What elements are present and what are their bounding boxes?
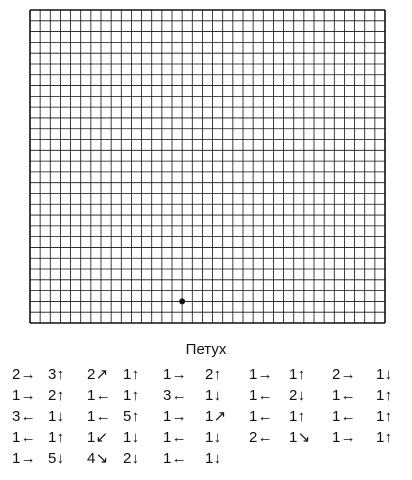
- steps-row: [12, 365, 402, 386]
- step-item: 1↑: [376, 429, 393, 446]
- step-item: 1←: [249, 387, 273, 404]
- step-item: 1←: [332, 387, 356, 404]
- step-item: 1↙: [87, 429, 109, 446]
- step-item: 1←: [87, 408, 111, 425]
- step-item: 1←: [163, 450, 187, 467]
- step-item: 1↑: [123, 366, 140, 383]
- step-item: 3←: [163, 387, 187, 404]
- step-item: 1←: [332, 408, 356, 425]
- step-item: 1↑: [289, 366, 306, 383]
- steps-row: [12, 449, 402, 470]
- step-item: 1←: [87, 387, 111, 404]
- step-item: 1→: [249, 366, 273, 383]
- puzzle-title: Петух: [185, 341, 227, 358]
- start-point: [179, 298, 185, 304]
- step-item: 1→: [163, 408, 187, 425]
- step-item: 1↓: [205, 450, 222, 467]
- steps-row: [12, 407, 402, 428]
- step-item: 1↓: [123, 429, 140, 446]
- step-item: 2↓: [289, 387, 306, 404]
- step-item: 3↑: [48, 366, 65, 383]
- step-item: 1↓: [376, 366, 393, 383]
- step-item: 1←: [163, 429, 187, 446]
- step-item: 5↑: [123, 408, 140, 425]
- step-item: 1↓: [205, 429, 222, 446]
- step-item: 1↑: [376, 408, 393, 425]
- step-item: 2↓: [123, 450, 140, 467]
- steps-row: [12, 386, 402, 407]
- step-item: 1←: [12, 429, 36, 446]
- step-item: 1↗: [205, 408, 227, 425]
- step-item: 1→: [163, 366, 187, 383]
- step-item: 1↘: [289, 429, 311, 446]
- step-item: 1→: [12, 450, 36, 467]
- step-item: 1↑: [376, 387, 393, 404]
- step-item: 1→: [332, 429, 356, 446]
- step-item: 2↑: [48, 387, 65, 404]
- step-item: 1↑: [123, 387, 140, 404]
- step-item: 4↘: [87, 450, 109, 467]
- step-item: 1↑: [289, 408, 306, 425]
- step-item: 2↗: [87, 366, 109, 383]
- step-item: 1←: [249, 408, 273, 425]
- step-item: 5↓: [48, 450, 65, 467]
- step-item: 2↑: [205, 366, 222, 383]
- step-instructions: [12, 365, 402, 470]
- step-item: 1↑: [48, 429, 65, 446]
- step-item: 2→: [332, 366, 356, 383]
- step-item: 1→: [12, 387, 36, 404]
- step-item: 1↓: [48, 408, 65, 425]
- step-item: 2←: [249, 429, 273, 446]
- step-item: 1↓: [205, 387, 222, 404]
- step-item: 2→: [12, 366, 36, 383]
- steps-row: [12, 428, 402, 449]
- step-item: 3←: [12, 408, 36, 425]
